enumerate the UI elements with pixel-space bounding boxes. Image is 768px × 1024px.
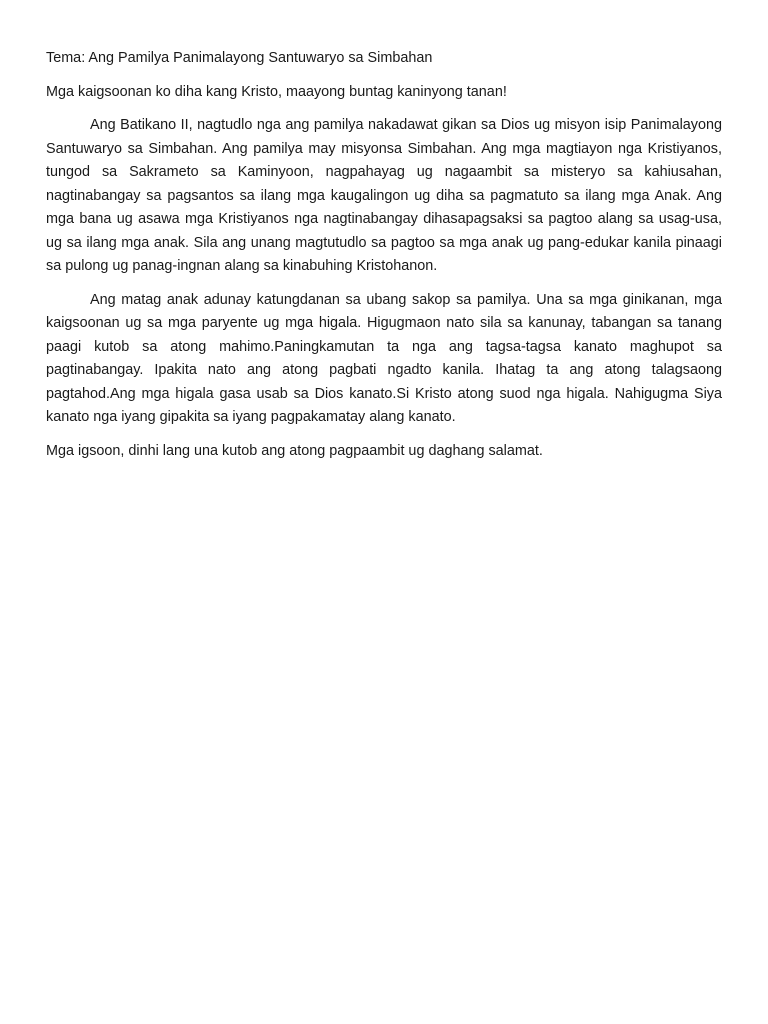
body-paragraph: Ang matag anak adunay katungdanan sa ubang sakop sa pamilya. Una sa mga ginikanan, mga kaigsoonan ug sa mga paryente ug mga higala. Higugmaon nato sila sa kanunay, tabangan sa tanang paagi kutob sa atong mahimo.Paningkamutan ta nga ang tagsa-tagsa kanato maghupot sa pagtinabangay. Ipakita nato ang atong pagbati ngadto kanila. Ihatag ta ang atong talagsaong pagtahod.Ang mga higala gasa usab sa Dios kanato.Si Kristo atong suod nga higala. Nahigugma Siya kanato nga iyang gipakita sa iyang pagpakamatay alang kanato.: [46, 291, 722, 425]
greeting-line: Mga kaigsoonan ko diha kang Kristo, maayong buntag kaninyong tanan!: [46, 83, 507, 100]
closing-line: Mga igsoon, dinhi lang una kutob ang atong pagpaambit ug daghang salamat.: [46, 442, 543, 459]
document-topic: Tema: Ang Pamilya Panimalayong Santuwaryo sa Simbahan: [46, 50, 433, 66]
body-paragraph: Ang Batikano II, nagtudlo nga ang pamilya nakadawat gikan sa Dios ug misyon isip Panimalayong Santuwaryo sa Simbahan. Ang pamilya may misyonsa Simbahan. Ang mga magtiayon nga Kristiyanos, tungod sa Sakrameto sa Kaminyoon, nagpahayag ug nagaambit sa misteryo sa kahiusahan, nagtinabangay sa pagsantos sa ilang mga kaugalingon ug diha sa pagmatuto sa ilang mga Anak. Ang mga bana ug asawa mga Kristiyanos nga nagtinabangay dihasapagsaksi sa pagtoo alang sa usag-usa, ug sa ilang mga anak. Sila ang unang magtutudlo sa pagtoo sa mga anak ug pang-edukar kanila pinaagi sa pulong ug panag-ingnan alang sa kinabuhing Kristohanon.: [46, 117, 722, 274]
